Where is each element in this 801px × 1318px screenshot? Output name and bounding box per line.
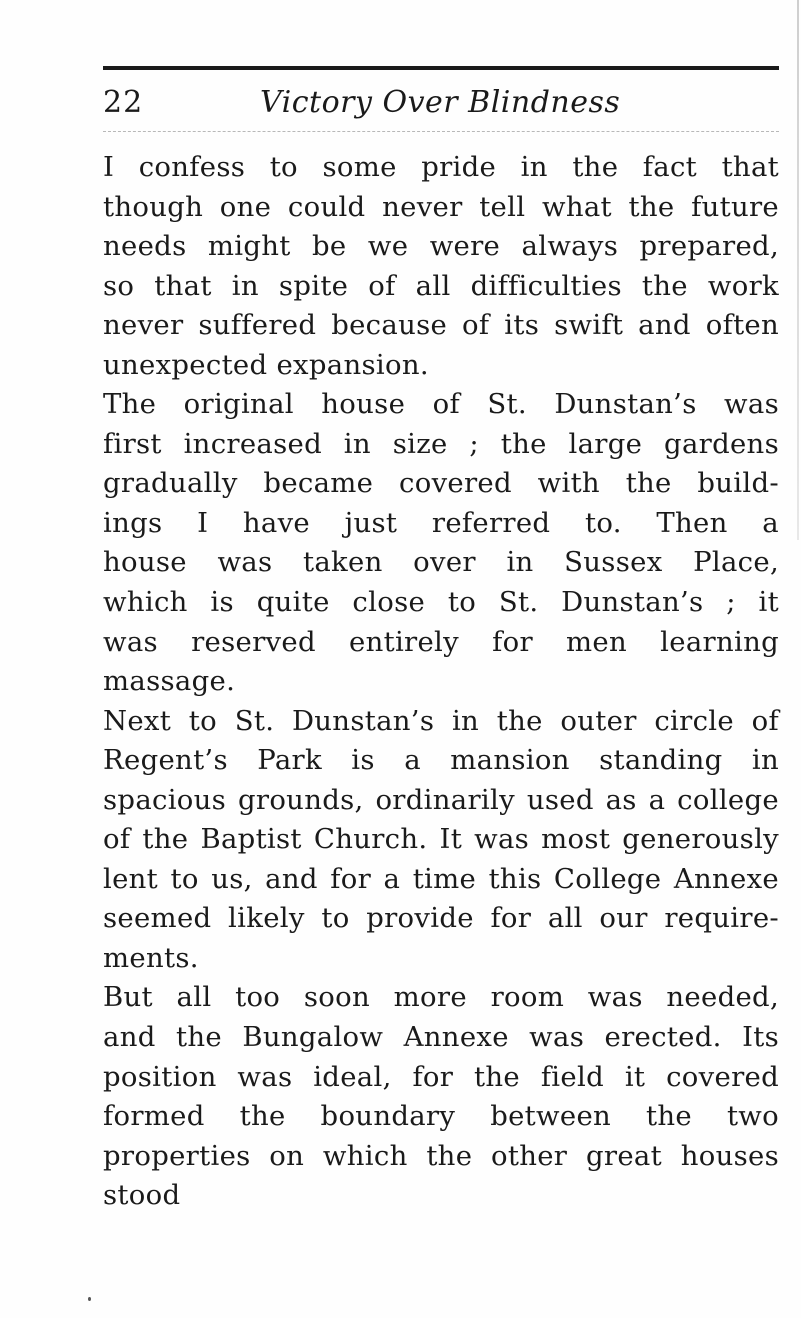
text-line: never suffered because of its swift and often — [103, 309, 779, 342]
text-line: stood — [103, 1179, 181, 1212]
text-line: Regent’s Park is a mansion standing in — [103, 744, 779, 777]
text-line: so that in spite of all difficulties the work — [103, 269, 779, 302]
body-text — [103, 148, 779, 1216]
running-head — [103, 76, 779, 128]
print-speck — [88, 1297, 91, 1301]
paragraph-4 — [103, 978, 779, 1215]
text-line: ings I have just referred to. Then a — [103, 506, 779, 539]
paragraph-2 — [103, 385, 779, 701]
text-line: unexpected expansion. — [103, 348, 429, 381]
text-line: house was taken over in Sussex Place, — [103, 546, 779, 579]
text-line: ments. — [103, 941, 199, 974]
text-line: position was ideal, for the field it covered — [103, 1060, 779, 1093]
text-line: Next to St. Dunstan’s in the outer circle of — [103, 704, 779, 737]
header-rule — [103, 66, 779, 70]
text-line: But all too soon more room was needed, — [103, 981, 779, 1014]
text-line: and the Bungalow Annexe was erected. Its — [103, 1021, 779, 1054]
text-line: lent to us, and for a time this College Annexe — [103, 862, 779, 895]
text-line: which is quite close to St. Dunstan’s ; it — [103, 586, 779, 619]
text-line: formed the boundary between the two — [103, 1100, 779, 1133]
paragraph-1 — [103, 148, 779, 385]
text-line: properties on which the other great houses — [103, 1139, 779, 1172]
text-line: massage. — [103, 665, 236, 698]
text-line: The original house of St. Dunstan’s was — [103, 388, 779, 421]
text-line: was reserved entirely for men learning — [103, 625, 779, 658]
text-line: spacious grounds, ordinarily used as a college — [103, 783, 779, 816]
page-number: 22 — [103, 85, 144, 120]
text-line: first increased in size ; the large gardens — [103, 427, 779, 460]
text-line: of the Baptist Church. It was most generously — [103, 823, 779, 856]
text-line: though one could never tell what the future — [103, 190, 779, 223]
text-line: needs might be we were always prepared, — [103, 230, 779, 263]
page-edge-shadow — [797, 0, 799, 540]
text-line: gradually became covered with the build- — [103, 467, 779, 500]
header-divider — [103, 131, 779, 132]
paragraph-3 — [103, 702, 779, 979]
book-title: Victory Over Blindness — [260, 85, 621, 120]
text-line: I confess to some pride in the fact that — [103, 151, 779, 183]
text-line: seemed likely to provide for all our require- — [103, 902, 779, 935]
